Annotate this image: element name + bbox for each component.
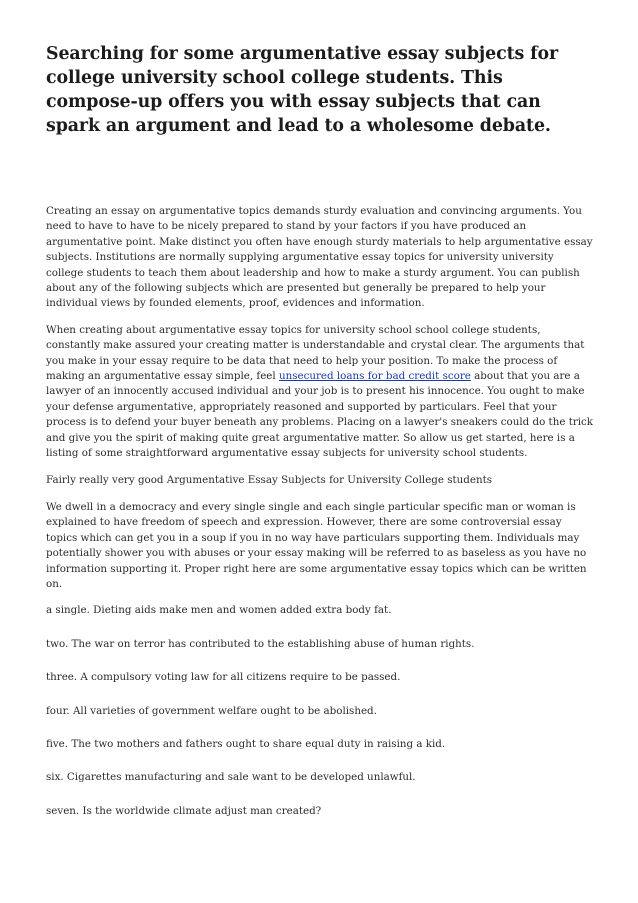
intro-paragraph: Creating an essay on argumentative topics demands sturdy evaluation and convincing arguments. You need to have to have to be nicely prepared to stand by your factors if you have produced an argumentative point. Make distinct you often have enough sturdy materials to help argumentative essay subjects. Institutions are normally supplying argumentative essay topics for university university college students to teach them about leadership and how to make a sturdy argument. You can publish about any of the following subjects which are presented but generally be prepared to help your individual views by founded elements, proof, evidences and information. xyxy=(46,205,593,310)
topic-item: five. The two mothers and fathers ought to share equal duty in raising a kid. xyxy=(46,737,446,750)
body-paragraph: We dwell in a democracy and every single single and each single particular specific man or woman is explained to have freedom of speech and expression. However, there are some controversial essay topics which can get you in a soup if you in no way have particulars supporting them. Individuals may potentially shower you with abuses or your essay making will be referred to as baseless as you have no information supporting it. Proper right here are some argumentative essay topics which can be written on. xyxy=(46,500,587,590)
section-subheading: Fairly really very good Argumentative Essay Subjects for University College students xyxy=(46,473,493,486)
topic-item: two. The war on terror has contributed to the establishing abuse of human rights. xyxy=(46,637,475,650)
paragraph-text: about that you are a lawyer of an innocently accused individual and your job is to present his innocence. You ought to make your defense argumentative, appropriately reasoned and supported by particulars. Feel that your process is to defend your buyer beneath any problems. Placing on a lawyer's sneakers could do the trick and give you the spirit of making quite great argumentative matter. So allow us get started, here is a listing of some straightforward argumentative essay subjects for university school students. xyxy=(46,370,594,460)
topic-item: six. Cigarettes manufacturing and sale want to be developed unlawful. xyxy=(46,771,416,784)
paragraph-text: When creating about argumentative essay topics for university school school college students, constantly make assured your creating matter is understandable and crystal clear. The arguments that you make in your essay require to be data that need to help your position. To make the process of making an argumentative essay simple, feel xyxy=(46,323,585,383)
topic-item: four. All varieties of government welfare ought to be abolished. xyxy=(46,704,377,717)
body-paragraph-with-link xyxy=(46,323,594,462)
spacer xyxy=(46,138,594,204)
topic-item: a single. Dieting aids make men and women added extra body fat. xyxy=(46,604,392,617)
page-title: Searching for some argumentative essay subjects for college university school college students. This compose-up offers you with essay subjects that can spark an argument and lead to a wholesome debate. xyxy=(46,44,559,136)
unsecured-loans-link[interactable]: unsecured loans for bad credit score xyxy=(278,370,471,383)
topic-item: seven. Is the worldwide climate adjust man created? xyxy=(46,804,322,817)
topic-item: three. A compulsory voting law for all citizens require to be passed. xyxy=(46,671,401,684)
